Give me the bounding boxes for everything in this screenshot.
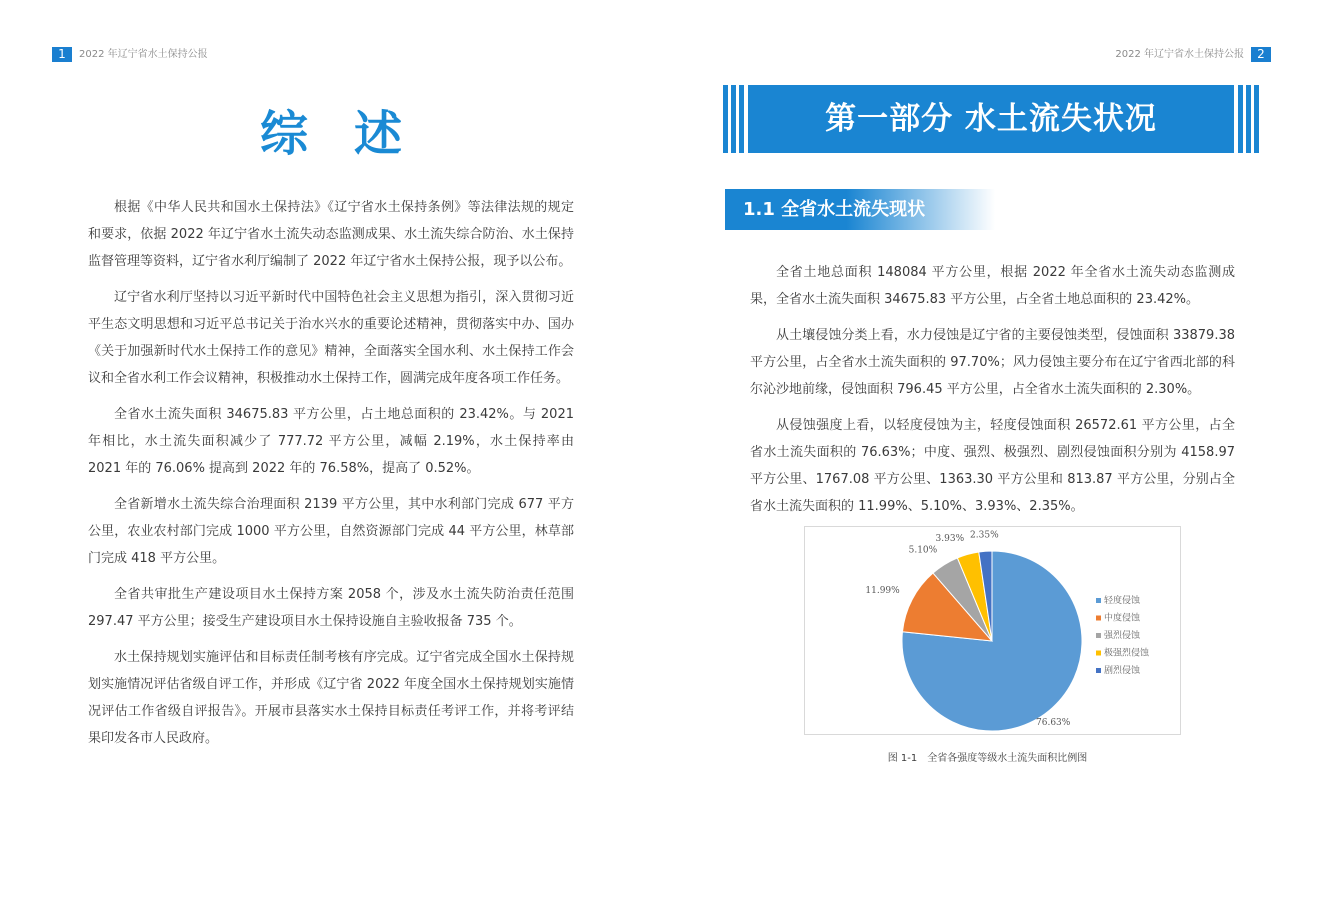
slice-data-label: 2.35% — [970, 530, 999, 541]
paragraph: 辽宁省水利厅坚持以习近平新时代中国特色社会主义思想为指引，深入贯彻习近平生态文明思想和习近平总书记关于治水兴水的重要论述精神，贯彻落实中办、国办《关于加强新时代水土保持工作的意见》精神，全面落实全国水利、水土保持工作会议和全省水利工作会议精神，积极推动水土保持工作，圆满完成年度各项工作任务。 — [88, 290, 574, 386]
legend-swatch — [1096, 668, 1101, 673]
part-banner — [723, 85, 1259, 153]
slice-data-label: 3.93% — [935, 533, 965, 544]
paragraph: 根据《中华人民共和国水土保持法》《辽宁省水土保持条例》等法律法规的规定和要求，依据 2022 年辽宁省水土流失动态监测成果、水土流失综合防治、水土保持监督管理等资料，辽宁省水利厅编制了 2022 年辽宁省水土保持公报，现予以公布。 — [88, 200, 574, 269]
legend-label: 极强烈侵蚀 — [1104, 648, 1150, 659]
paragraph: 水土保持规划实施评估和目标责任制考核有序完成。辽宁省完成全国水土保持规划实施情况评估省级自评工作，并形成《辽宁省 2022 年度全国水土保持规划实施情况评估工作省级自评报告》。开展市县落实水土保持目标责任考评工作，并将考评结果印发各市人民政府。 — [88, 650, 574, 746]
banner-stripe — [1246, 85, 1251, 153]
overview-text — [88, 194, 574, 761]
legend-swatch — [1096, 616, 1101, 621]
section-text — [750, 259, 1235, 529]
paragraph: 全省共审批生产建设项目水土保持方案 2058 个，涉及水土流失防治责任范围 297.47 平方公里；接受生产建设项目水土保持设施自主验收报备 735 个。 — [88, 587, 574, 629]
slice-data-label: 5.10% — [908, 545, 938, 556]
banner-stripe — [723, 85, 728, 153]
banner-stripe — [731, 85, 736, 153]
right-running-title: 2022 年辽宁省水土保持公报 — [1115, 49, 1244, 60]
paragraph: 从土壤侵蚀分类上看，水力侵蚀是辽宁省的主要侵蚀类型，侵蚀面积 33879.38 平方公里，占全省水土流失面积的 97.70%；风力侵蚀主要分布在辽宁省西北部的科尔沁沙地前缘，侵蚀面积 796.45 平方公里，占全省水土流失面积的 2.30%。 — [750, 328, 1235, 397]
part-title: 第一部分 水土流失状况 — [748, 85, 1234, 153]
slice-data-label: 11.99% — [865, 586, 900, 597]
left-running-title: 2022 年辽宁省水土保持公报 — [79, 49, 208, 60]
paragraph: 全省水土流失面积 34675.83 平方公里，占土地总面积的 23.42%。与 2021 年相比，水土流失面积减少了 777.72 平方公里，减幅 2.19%，水土保持率由 2021 年的 76.06% 提高到 2022 年的 76.58%，提高了 0.52%。 — [88, 407, 574, 476]
legend-label: 强烈侵蚀 — [1104, 631, 1141, 641]
legend-swatch — [1096, 598, 1101, 603]
pie-chart — [804, 526, 1181, 735]
paragraph: 全省土地总面积 148084 平方公里，根据 2022 年全省水土流失动态监测成果，全省水土流失面积 34675.83 平方公里，占全省土地总面积的 23.42%。 — [750, 265, 1235, 307]
banner-stripe — [1238, 85, 1243, 153]
banner-stripe — [739, 85, 744, 153]
legend-label: 中度侵蚀 — [1104, 613, 1141, 624]
left-page-number: 1 — [52, 47, 72, 62]
slice-data-label: 76.63% — [1036, 718, 1071, 728]
legend-swatch — [1096, 651, 1101, 656]
page-title: 综述 — [259, 106, 448, 162]
right-page-number: 2 — [1251, 47, 1271, 62]
legend-swatch — [1096, 633, 1101, 638]
figure-label: 图 1-1 — [887, 753, 918, 764]
section-heading: 1.1 全省水土流失现状 — [725, 189, 995, 230]
pie-chart-svg — [805, 527, 1180, 734]
legend-label: 轻度侵蚀 — [1104, 596, 1141, 606]
figure-caption — [804, 749, 1181, 764]
legend-label: 剧烈侵蚀 — [1104, 666, 1141, 676]
paragraph: 从侵蚀强度上看，以轻度侵蚀为主，轻度侵蚀面积 26572.61 平方公里，占全省水土流失面积的 76.63%；中度、强烈、极强烈、剧烈侵蚀面积分别为 4158.97 平方公里、1767.08 平方公里、1363.30 平方公里和 813.87 平方公里，分别占全省水土流失面积的 11.99%、5.10%、3.93%、2.35%。 — [750, 418, 1235, 514]
figure-caption-text: 全省各强度等级水土流失面积比例图 — [927, 753, 1088, 764]
banner-stripe — [1254, 85, 1259, 153]
paragraph: 全省新增水土流失综合治理面积 2139 平方公里，其中水利部门完成 677 平方公里，农业农村部门完成 1000 平方公里，自然资源部门完成 44 平方公里，林草部门完成 418 平方公里。 — [88, 497, 574, 566]
